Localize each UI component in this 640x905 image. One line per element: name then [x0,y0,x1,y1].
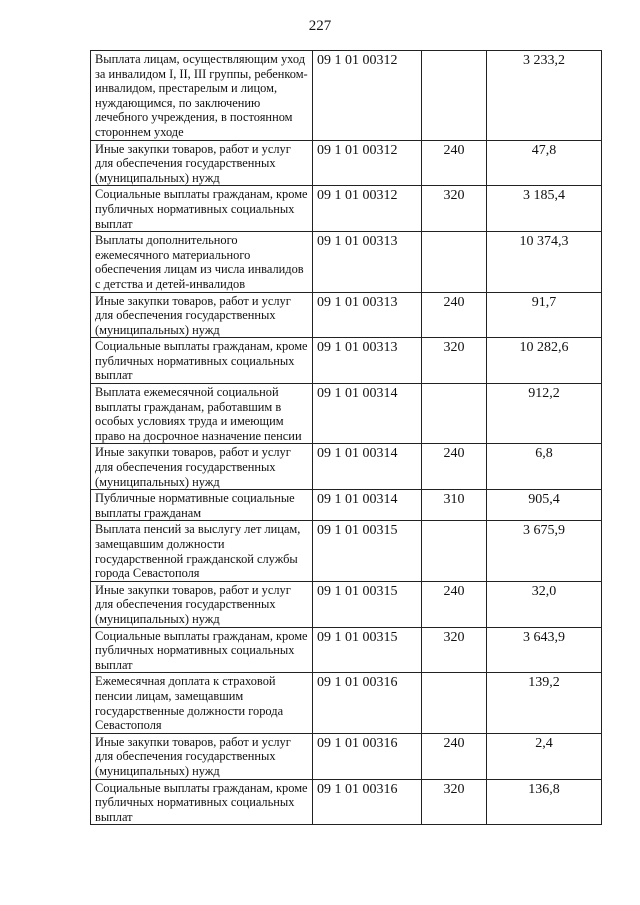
table-row [91,490,602,521]
row-name: Выплата ежемесячной социальной выплаты гражданам, работавшим в особых условиях труда и имеющим право на досрочное назначение пенсии [91,384,313,444]
row-name: Иные закупки товаров, работ и услуг для обеспечения государственных (муниципальных) нужд [91,444,313,490]
row-sum: 6,8 [487,444,602,490]
row-sum: 3 233,2 [487,51,602,141]
row-code: 09 1 01 00315 [313,627,422,673]
row-expense-type [422,384,487,444]
table-row [91,51,602,141]
row-code: 09 1 01 00312 [313,140,422,186]
row-name: Социальные выплаты гражданам, кроме публичных нормативных социальных выплат [91,186,313,232]
budget-table [90,50,602,825]
row-name: Выплата лицам, осуществляющим уход за инвалидом I, II, III группы, ребенком-инвалидом, престарелым и лицом, нуждающимся, по заключению лечебного учреждения, в постоянном стороннем уходе [91,51,313,141]
row-name: Иные закупки товаров, работ и услуг для обеспечения государственных (муниципальных) нужд [91,292,313,338]
row-code: 09 1 01 00312 [313,186,422,232]
row-code: 09 1 01 00315 [313,581,422,627]
row-code: 09 1 01 00316 [313,733,422,779]
row-expense-type: 320 [422,779,487,825]
row-name: Иные закупки товаров, работ и услуг для обеспечения государственных (муниципальных) нужд [91,733,313,779]
row-expense-type: 240 [422,581,487,627]
row-expense-type: 320 [422,627,487,673]
row-code: 09 1 01 00314 [313,384,422,444]
page-number: 227 [308,18,332,34]
row-sum: 32,0 [487,581,602,627]
table-row [91,384,602,444]
row-name: Иные закупки товаров, работ и услуг для обеспечения государственных (муниципальных) нужд [91,581,313,627]
row-name: Публичные нормативные социальные выплаты гражданам [91,490,313,521]
row-expense-type [422,232,487,292]
table-row [91,444,602,490]
row-sum: 91,7 [487,292,602,338]
table-row [91,521,602,581]
row-code: 09 1 01 00313 [313,292,422,338]
table-row [91,627,602,673]
row-expense-type: 240 [422,444,487,490]
row-name: Ежемесячная доплата к страховой пенсии лицам, замещавшим государственные должности города Севастополя [91,673,313,733]
row-sum: 10 282,6 [487,338,602,384]
row-code: 09 1 01 00313 [313,232,422,292]
row-sum: 10 374,3 [487,232,602,292]
row-sum: 905,4 [487,490,602,521]
row-expense-type: 240 [422,733,487,779]
table-row [91,292,602,338]
row-name: Социальные выплаты гражданам, кроме публичных нормативных социальных выплат [91,338,313,384]
table-row [91,733,602,779]
row-code: 09 1 01 00313 [313,338,422,384]
row-code: 09 1 01 00312 [313,51,422,141]
row-name: Социальные выплаты гражданам, кроме публичных нормативных социальных выплат [91,779,313,825]
row-sum: 912,2 [487,384,602,444]
row-name: Социальные выплаты гражданам, кроме публичных нормативных социальных выплат [91,627,313,673]
row-sum: 3 185,4 [487,186,602,232]
row-code: 09 1 01 00315 [313,521,422,581]
table-row [91,673,602,733]
row-sum: 3 643,9 [487,627,602,673]
row-sum: 136,8 [487,779,602,825]
budget-table-body [91,51,602,825]
row-sum: 47,8 [487,140,602,186]
row-name: Иные закупки товаров, работ и услуг для обеспечения государственных (муниципальных) нужд [91,140,313,186]
row-sum: 139,2 [487,673,602,733]
row-expense-type [422,673,487,733]
row-code: 09 1 01 00316 [313,779,422,825]
table-row [91,186,602,232]
table-row [91,338,602,384]
row-sum: 2,4 [487,733,602,779]
row-name: Выплаты дополнительного ежемесячного материального обеспечения лицам из числа инвалидов с детства и детей-инвалидов [91,232,313,292]
table-row [91,232,602,292]
row-code: 09 1 01 00314 [313,490,422,521]
table-row [91,779,602,825]
row-code: 09 1 01 00316 [313,673,422,733]
table-row [91,140,602,186]
row-name: Выплата пенсий за выслугу лет лицам, замещавшим должности государственной гражданской службы города Севастополя [91,521,313,581]
row-sum: 3 675,9 [487,521,602,581]
row-code: 09 1 01 00314 [313,444,422,490]
row-expense-type: 310 [422,490,487,521]
row-expense-type [422,521,487,581]
table-row [91,581,602,627]
row-expense-type [422,51,487,141]
row-expense-type: 240 [422,292,487,338]
row-expense-type: 320 [422,186,487,232]
row-expense-type: 240 [422,140,487,186]
row-expense-type: 320 [422,338,487,384]
